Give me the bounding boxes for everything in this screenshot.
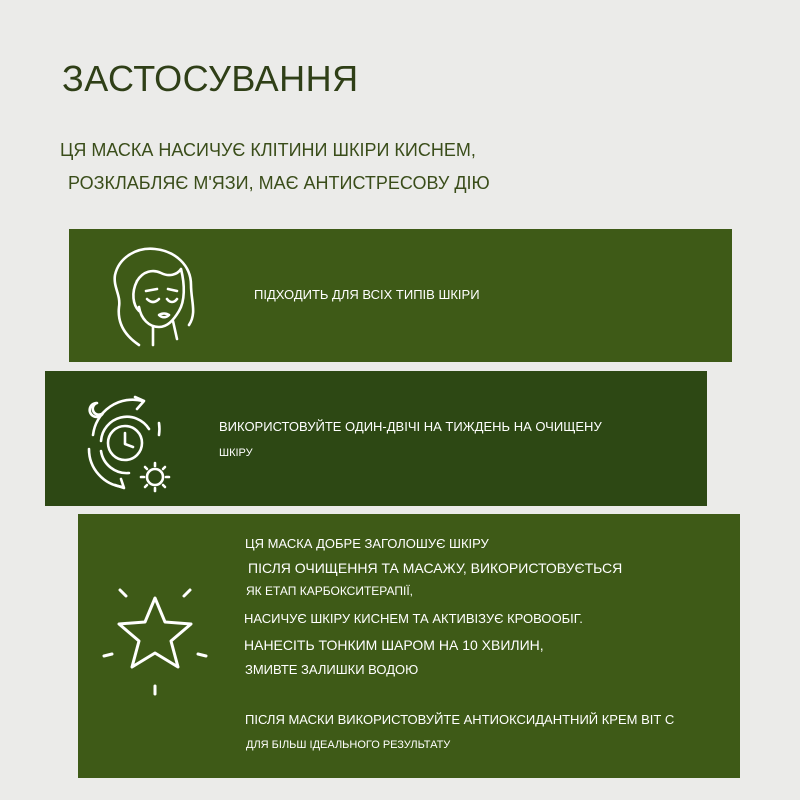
instructions-card [78, 514, 740, 778]
woman-face-icon [97, 241, 207, 351]
star-sparkle-icon [100, 576, 210, 706]
skin-types-card [69, 229, 732, 362]
intro-line-1: ЦЯ МАСКА НАСИЧУЄ КЛІТИНИ ШКІРИ КИСНЕМ, [60, 140, 476, 160]
page-title: ЗАСТОСУВАННЯ [62, 58, 359, 99]
card-3-line-4: НАСИЧУЄ ШКІРУ КИСНЕМ ТА АКТИВІЗУЄ КРОВООБІГ. [244, 611, 583, 626]
card-1-line-1: ПІДХОДИТЬ ДЛЯ ВСІХ ТИПІВ ШКІРИ [254, 287, 480, 302]
usage-frequency-card [45, 371, 707, 506]
card-3-line-8: ДЛЯ БІЛЬШ ІДЕАЛЬНОГО РЕЗУЛЬТАТУ [246, 739, 451, 751]
clock-sun-moon-icon [71, 389, 181, 499]
card-3-line-5: НАНЕСІТЬ ТОНКИМ ШАРОМ НА 10 ХВИЛИН, [244, 637, 544, 653]
card-3-line-3: ЯК ЕТАП КАРБОКСИТЕРАПІЇ, [246, 584, 414, 598]
intro-line-2: РОЗКЛАБЛЯЄ М'ЯЗИ, МАЄ АНТИСТРЕСОВУ ДІЮ [68, 173, 490, 193]
card-3-line-1: ЦЯ МАСКА ДОБРЕ ЗАГОЛОШУЄ ШКІРУ [245, 536, 489, 551]
card-3-line-6: ЗМИВТЕ ЗАЛИШКИ ВОДОЮ [245, 662, 419, 677]
card-2-line-1: ВИКОРИСТОВУЙТЕ ОДИН-ДВІЧІ НА ТИЖДЕНЬ НА ОЧИЩЕНУ [219, 419, 602, 434]
card-2-line-2: ШКІРУ [219, 447, 253, 459]
card-3-line-7: ПІСЛЯ МАСКИ ВИКОРИСТОВУЙТЕ АНТИОКСИДАНТНИЙ КРЕМ ВІТ С [245, 712, 675, 727]
card-3-line-2: ПІСЛЯ ОЧИЩЕННЯ ТА МАСАЖУ, ВИКОРИСТОВУЄТЬСЯ [248, 560, 623, 576]
